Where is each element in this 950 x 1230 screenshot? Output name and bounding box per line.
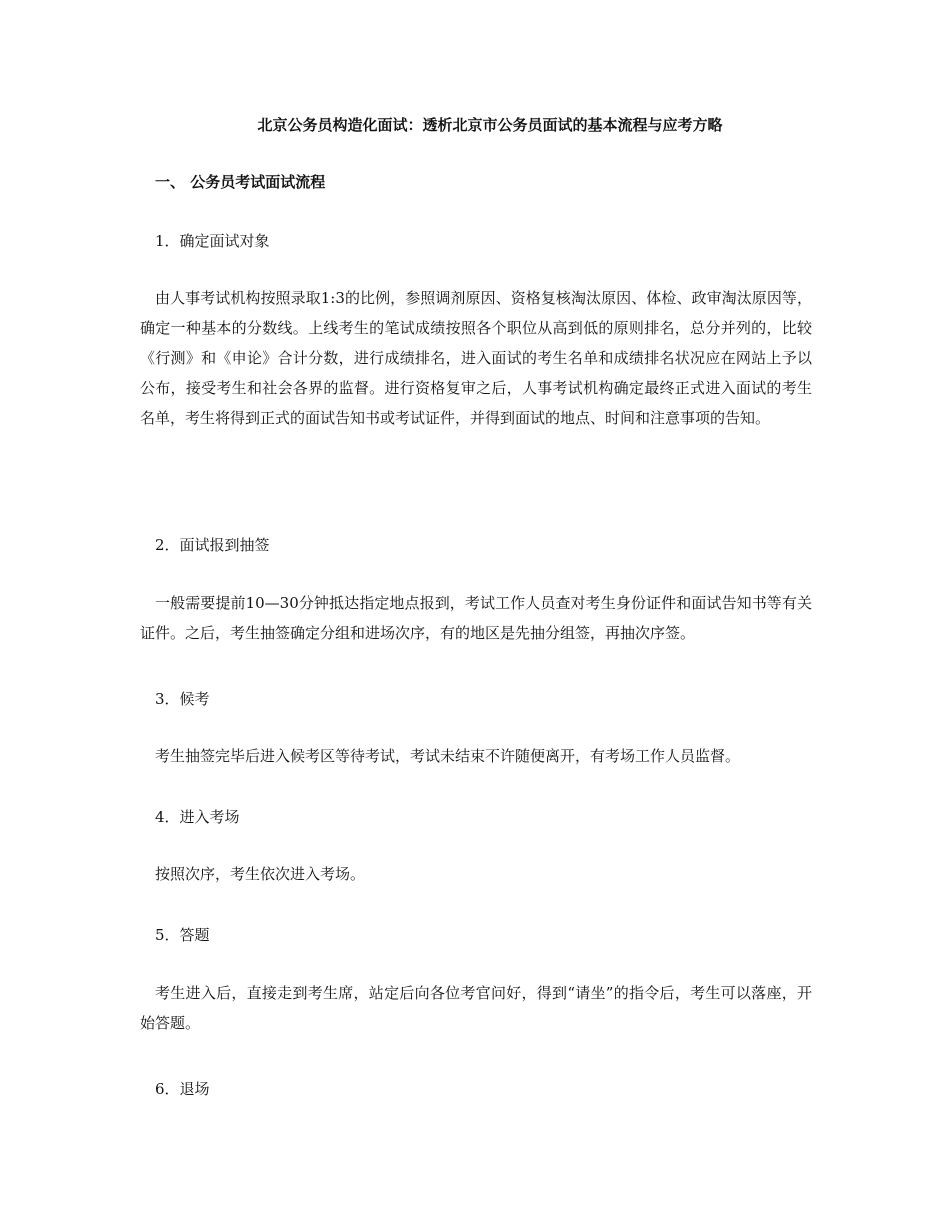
step-heading-5: 5．答题 (155, 926, 210, 944)
step-heading-6: 6．退场 (155, 1080, 210, 1098)
step-body-4: 按照次序，考生依次进入考场。 (155, 865, 366, 883)
step-heading-4: 4．进入考场 (155, 808, 240, 826)
step-heading-1: 1．确定面试对象 (155, 232, 270, 250)
step-body-3: 考生抽签完毕后进入候考区等待考试，考试未结束不许随便离开，有考场工作人员监督。 (155, 747, 741, 765)
step-heading-3: 3．候考 (155, 690, 210, 708)
step-heading-2: 2．面试报到抽签 (155, 536, 270, 554)
section-heading-interview-process: 一、 公务员考试面试流程 (155, 173, 326, 191)
document-title: 北京公务员构造化面试：透析北京市公务员面试的基本流程与应考方略 (257, 116, 723, 134)
step-body-1: 由人事考试机构按照录取1:3的比例，参照调剂原因、资格复核淘汰原因、体检、政审淘汰原因等，确定一种基本的分数线。上线考生的笔试成绩按照各个职位从高到低的原则排名，总分并列的，比较《行测》和《申论》合计分数，进行成绩排名，进入面试的考生名单和成绩排名状况应在网站上予以公布，接受考生和社会各界的监督。进行资格复审之后，人事考试机构确定最终正式进入面试的考生名单，考生将得到正式的面试告知书或考试证件，并得到面试的地点、时间和注意事项的告知。 (140, 289, 812, 427)
step-body-2: 一般需要提前10—30分钟抵达指定地点报到，考试工作人员查对考生身份证件和面试告知书等有关证件。之后，考生抽签确定分组和进场次序，有的地区是先抽分组签，再抽次序签。 (140, 594, 812, 642)
step-body-5: 考生进入后，直接走到考生席，站定后向各位考官问好，得到“请坐”的指令后，考生可以落座，开始答题。 (140, 984, 812, 1032)
